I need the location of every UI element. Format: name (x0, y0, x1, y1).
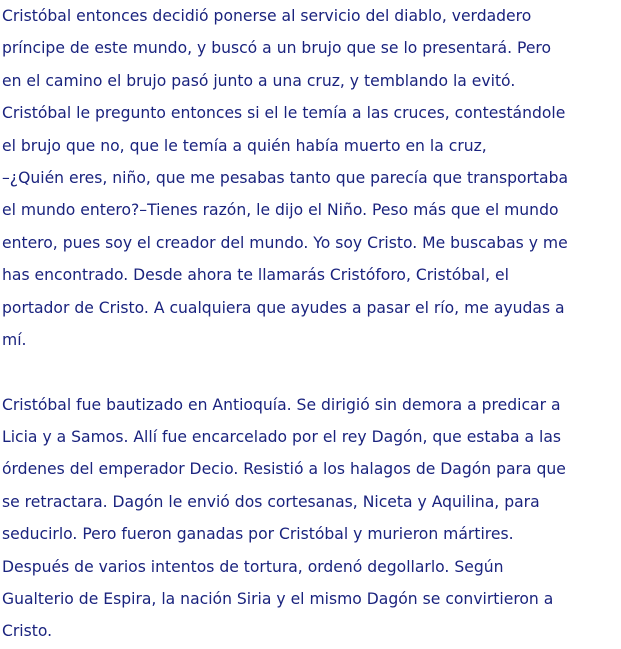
text-line: entero, pues soy el creador del mundo. Yo soy Cristo. Me buscabas y me (2, 233, 568, 252)
text-line: Cristóbal entonces decidió ponerse al servicio del diablo, verdadero (2, 7, 532, 25)
text-line: en el camino el brujo pasó junto a una cruz, y temblando la evitó. (2, 71, 516, 90)
text-line: órdenes del emperador Decio. Resistió a los halagos de Dagón para que (2, 460, 566, 479)
text-line: Después de varios intentos de tortura, ordenó degollarlo. Según (2, 557, 504, 576)
paragraph-1 (2, 0, 621, 356)
text-line: el brujo que no, que le temía a quién había muerto en la cruz, (2, 136, 487, 155)
text-line: –¿Quién eres, niño, que me pesabas tanto que parecía que transportaba (2, 168, 569, 187)
text-line: seducirlo. Pero fueron ganadas por Cristóbal y murieron mártires. (2, 525, 514, 544)
text-line: príncipe de este mundo, y buscó a un brujo que se lo presentará. Pero (2, 39, 552, 58)
text-line: mí. (2, 330, 27, 349)
text-line: Cristo. (2, 622, 53, 641)
text-line: se retractara. Dagón le envió dos cortesanas, Niceta y Aquilina, para (2, 492, 540, 511)
text-line: has encontrado. Desde ahora te llamarás Cristóforo, Cristóbal, el (2, 266, 509, 285)
text-line: Licia y a Samos. Allí fue encarcelado por el rey Dagón, que estaba a las (2, 428, 562, 447)
text-line: Cristóbal le pregunto entonces si el le temía a las cruces, contestándole (2, 104, 566, 123)
text-line: Gualterio de Espira, la nación Siria y el mismo Dagón se convirtieron a (2, 590, 554, 609)
text-line: Cristóbal fue bautizado en Antioquía. Se dirigió sin demora a predicar a (2, 395, 561, 414)
paragraph-2 (2, 389, 621, 648)
paragraph-spacer (2, 356, 621, 388)
text-line: el mundo entero?–Tienes razón, le dijo el Niño. Peso más que el mundo (2, 201, 559, 220)
text-line: portador de Cristo. A cualquiera que ayudes a pasar el río, me ayudas a (2, 298, 565, 317)
